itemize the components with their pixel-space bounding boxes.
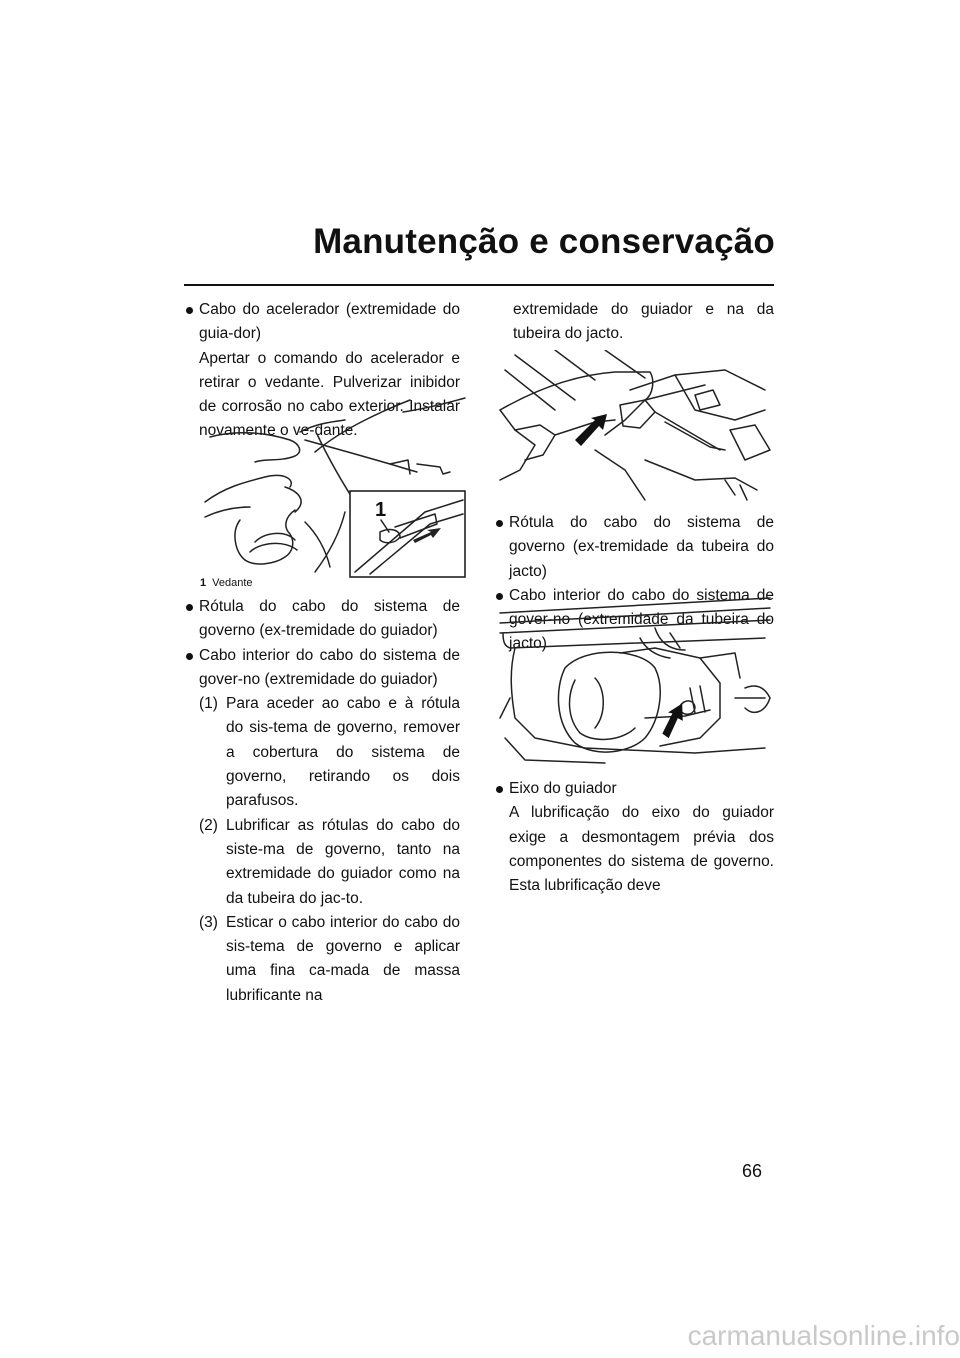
step-item xyxy=(186,814,460,911)
bullet-title: Cabo do acelerador (extremidade do guia-dor) xyxy=(199,301,460,343)
step-text: Lubrificar as rótulas do cabo do siste-ma de governo, tanto na extremidade do guiador como na da tubeira do jac-to. xyxy=(226,816,460,907)
bullet-text: Cabo interior do cabo do sistema de gover-no (extremidade do guiador) xyxy=(199,646,460,688)
bullet-nozzle-ball-joint xyxy=(496,511,774,584)
bullet-title: Eixo do guiador xyxy=(509,780,617,797)
figure-callout: 1 xyxy=(375,499,387,521)
step-text: Esticar o cabo interior do cabo do sis-tema de governo e aplicar uma fina ca-mada de massa lubrificante na xyxy=(226,913,460,1004)
page-number: 66 xyxy=(742,1161,763,1181)
step-number: (2) xyxy=(199,816,218,834)
caption-text: Vedante xyxy=(212,577,253,589)
page-title: Manutenção e conservação xyxy=(313,222,775,261)
step-number: (3) xyxy=(199,913,218,931)
caption-number: 1 xyxy=(200,577,207,589)
figure-caption xyxy=(200,577,253,589)
bullet-icon xyxy=(496,786,503,793)
footer-watermark: carmanualsonline.info xyxy=(687,1320,960,1351)
bullet-icon xyxy=(186,604,193,611)
steering-handlebar-end-illustration xyxy=(495,350,775,508)
bullet-text: Cabo interior do cabo do sistema de gover-no (extremidade da tubeira do jacto) xyxy=(509,586,774,653)
step-item xyxy=(186,911,460,1008)
bullet-text: Rótula do cabo do sistema de governo (ex-tremidade do guiador) xyxy=(199,598,460,640)
step-item xyxy=(186,692,460,813)
bullet-body: Apertar o comando do acelerador e retirar o vedante. Pulverizar inibidor de corrosão no cabo exterior. Instalar novamente o ve-dante. xyxy=(199,349,460,440)
bullet-text: Rótula do cabo do sistema de governo (ex-tremidade da tubeira do jacto) xyxy=(509,514,774,580)
right-column-bottom xyxy=(496,777,774,898)
continuation-text: extremidade do guiador e na da tubeira do jacto. xyxy=(513,301,774,343)
bullet-icon xyxy=(496,520,503,527)
step-number: (1) xyxy=(199,695,218,713)
throttle-cable-illustration xyxy=(195,392,470,584)
bullet-handlebar-shaft xyxy=(496,777,774,898)
step-text: Para aceder ao cabo e à rótula do sis-tema de governo, remover a cobertura do sistema de governo, retirando os dois parafusos. xyxy=(226,695,460,810)
title-rule xyxy=(184,284,774,286)
bullet-icon xyxy=(186,307,193,314)
left-column-bottom xyxy=(186,595,460,1008)
bullet-steering-inner-cable xyxy=(186,644,460,693)
bullet-steering-ball-joint xyxy=(186,595,460,644)
bullet-icon xyxy=(186,653,193,660)
bullet-body: A lubrificação do eixo do guiador exige a desmontagem prévia dos componentes do sistema de governo. Esta lubrificação deve xyxy=(509,804,774,895)
jet-nozzle-illustration xyxy=(495,588,775,768)
